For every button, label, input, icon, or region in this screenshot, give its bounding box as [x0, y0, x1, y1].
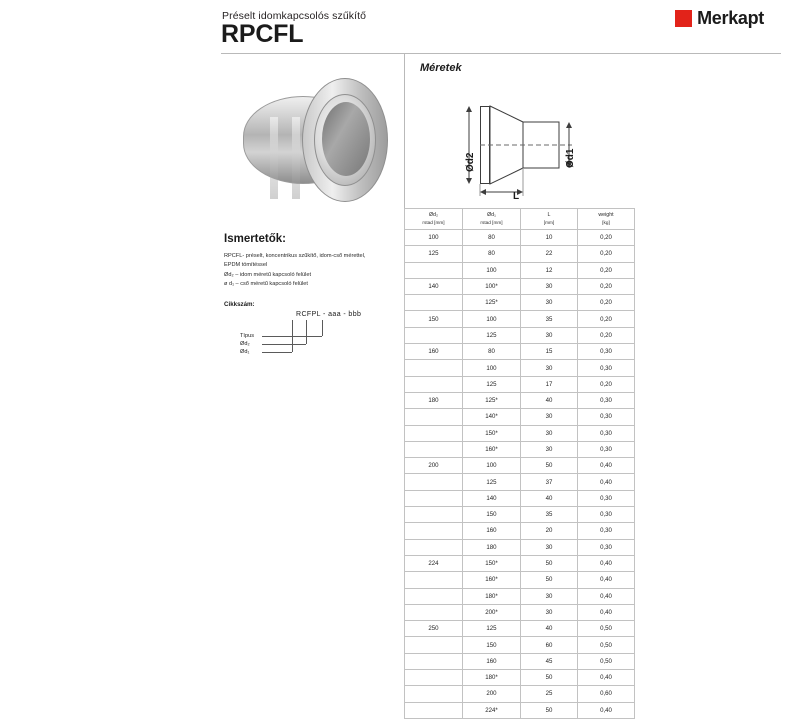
table-row	[405, 653, 635, 669]
table-cell: 20	[521, 523, 578, 539]
table-cell: 200	[463, 686, 521, 702]
table-row	[405, 262, 635, 278]
table-cell: 140	[405, 278, 463, 294]
table-cell	[405, 490, 463, 506]
table-cell: 150*	[463, 555, 521, 571]
table-header-row	[405, 209, 635, 230]
table-row	[405, 686, 635, 702]
table-cell: 0,50	[578, 621, 635, 637]
table-cell: 0,40	[578, 702, 635, 718]
table-cell	[405, 409, 463, 425]
table-cell: 140	[463, 490, 521, 506]
table-cell: 0,40	[578, 604, 635, 620]
table-cell: 0,30	[578, 523, 635, 539]
dimensions-table	[404, 208, 635, 719]
table-cell: 0,40	[578, 458, 635, 474]
table-cell: 125	[463, 376, 521, 392]
header-line1: Ød₂	[428, 212, 439, 218]
photo-rib	[270, 117, 278, 199]
table-row	[405, 474, 635, 490]
table-cell: 150*	[463, 425, 521, 441]
table-cell	[405, 588, 463, 604]
table-cell: 224	[405, 555, 463, 571]
table-cell: 125	[405, 246, 463, 262]
table-cell: 160*	[463, 441, 521, 457]
table-cell: 30	[521, 425, 578, 441]
table-cell: 0,30	[578, 441, 635, 457]
table-cell: 0,40	[578, 555, 635, 571]
table-cell: 50	[521, 555, 578, 571]
table-cell: 0,30	[578, 539, 635, 555]
table-cell: 30	[521, 604, 578, 620]
table-row	[405, 392, 635, 408]
section-title-ismertetok: Ismertetők:	[224, 233, 286, 245]
table-cell: 0,50	[578, 653, 635, 669]
table-cell: 0,40	[578, 588, 635, 604]
photo-ring-hole	[322, 102, 370, 176]
table-cell: 100	[463, 262, 521, 278]
leader-line	[292, 320, 293, 352]
table-cell: 60	[521, 637, 578, 653]
table-row	[405, 702, 635, 718]
dimension-label-d2: Ød2	[465, 152, 476, 172]
table-row	[405, 507, 635, 523]
article-code-pattern: RCFPL - aaa - bbb	[296, 311, 362, 318]
table-cell: 80	[463, 344, 521, 360]
table-cell: 80	[463, 230, 521, 246]
logo-text: Merkapt	[697, 8, 764, 28]
table-cell	[405, 262, 463, 278]
table-cell: 180*	[463, 670, 521, 686]
table-cell: 0,20	[578, 262, 635, 278]
table-header-cell	[463, 209, 521, 230]
table-cell: 150	[463, 637, 521, 653]
table-row	[405, 246, 635, 262]
spec-line: RPCFL- préselt, koncentrikus szűkítő, idom-cső mérettel,	[224, 253, 366, 259]
table-cell: 200*	[463, 604, 521, 620]
table-cell: 0,20	[578, 230, 635, 246]
spec-list	[224, 252, 394, 289]
table-cell: 125	[463, 474, 521, 490]
table-cell: 0,30	[578, 392, 635, 408]
header-line2: [mm]	[543, 220, 555, 225]
table-cell	[405, 686, 463, 702]
table-cell: 0,40	[578, 572, 635, 588]
table-cell: 10	[521, 230, 578, 246]
table-cell: 0,60	[578, 686, 635, 702]
table-cell: 37	[521, 474, 578, 490]
dimension-label-l: L	[513, 191, 520, 202]
table-cell: 125	[463, 327, 521, 343]
table-cell: 35	[521, 311, 578, 327]
table-row	[405, 376, 635, 392]
table-cell: 30	[521, 327, 578, 343]
header-divider	[221, 53, 781, 54]
header-line2: [kg]	[602, 220, 610, 225]
table-row	[405, 230, 635, 246]
table-cell	[405, 702, 463, 718]
table-header-cell	[521, 209, 578, 230]
header-line1: weight	[598, 212, 614, 218]
table-cell: 180*	[463, 588, 521, 604]
leader-line	[322, 320, 323, 336]
table-cell: 160	[463, 653, 521, 669]
dimension-label-d1: Ød1	[565, 148, 576, 168]
table-cell: 224*	[463, 702, 521, 718]
table-cell: 0,20	[578, 278, 635, 294]
table-cell: 125*	[463, 295, 521, 311]
table-row	[405, 539, 635, 555]
table-header-cell	[578, 209, 635, 230]
leader-line	[262, 352, 292, 353]
table-cell: 0,20	[578, 295, 635, 311]
table-cell: 100	[463, 311, 521, 327]
table-row	[405, 278, 635, 294]
leader-label-d2: Ød₂	[240, 341, 250, 347]
table-row	[405, 458, 635, 474]
table-row	[405, 311, 635, 327]
photo-rib	[292, 117, 300, 199]
table-cell: 25	[521, 686, 578, 702]
table-cell: 0,30	[578, 425, 635, 441]
header-line1: L	[547, 212, 551, 218]
table-cell: 180	[463, 539, 521, 555]
header-line1: Ød₁	[487, 212, 496, 218]
table-cell: 30	[521, 295, 578, 311]
table-cell: 0,30	[578, 490, 635, 506]
product-subtitle: Préselt idomkapcsolós szűkítő	[222, 10, 367, 22]
table-cell: 45	[521, 653, 578, 669]
leader-line	[262, 344, 306, 345]
table-cell: 30	[521, 539, 578, 555]
table-row	[405, 360, 635, 376]
table-cell: 0,20	[578, 327, 635, 343]
table-cell	[405, 441, 463, 457]
table-cell	[405, 295, 463, 311]
table-cell: 30	[521, 588, 578, 604]
table-cell: 50	[521, 670, 578, 686]
leader-label-d1: Ød₁	[240, 349, 250, 355]
table-cell: 160	[463, 523, 521, 539]
table-cell: 0,20	[578, 246, 635, 262]
drawing-cone-outline	[417, 84, 772, 206]
header-line2: rstad [mm]	[480, 220, 503, 225]
table-row	[405, 425, 635, 441]
table-cell	[405, 327, 463, 343]
table-cell: 100	[463, 458, 521, 474]
table-cell: 30	[521, 441, 578, 457]
table-cell: 0,40	[578, 670, 635, 686]
table-cell: 140*	[463, 409, 521, 425]
table-row	[405, 621, 635, 637]
table-cell: 80	[463, 246, 521, 262]
table-cell: 180	[405, 392, 463, 408]
section-title-cikkszam: Cikkszám:	[224, 301, 255, 308]
table-cell: 50	[521, 458, 578, 474]
table-cell: 150	[463, 507, 521, 523]
table-cell: 250	[405, 621, 463, 637]
table-cell: 30	[521, 360, 578, 376]
dimensions-table-body	[405, 230, 635, 719]
section-title-meretek: Méretek	[420, 62, 462, 74]
table-cell: 15	[521, 344, 578, 360]
spec-line: ø d₁ – cső méretű kapcsoló felület	[224, 280, 308, 287]
table-cell: 17	[521, 376, 578, 392]
table-cell: 160	[405, 344, 463, 360]
table-cell: 0,30	[578, 344, 635, 360]
table-cell: 100*	[463, 278, 521, 294]
table-cell: 0,30	[578, 360, 635, 376]
spec-line: Ød₂ – idom méretű kapcsoló felület	[224, 271, 312, 278]
logo-square-icon	[675, 10, 692, 27]
table-row	[405, 327, 635, 343]
table-cell: 125	[463, 621, 521, 637]
table-cell: 125*	[463, 392, 521, 408]
table-cell	[405, 474, 463, 490]
table-row	[405, 441, 635, 457]
table-cell: 160*	[463, 572, 521, 588]
dimensions-table-wrapper	[404, 208, 634, 719]
table-cell: 100	[405, 230, 463, 246]
table-cell: 22	[521, 246, 578, 262]
leader-label-tipus: Típus	[240, 333, 254, 339]
table-cell	[405, 637, 463, 653]
table-cell	[405, 572, 463, 588]
table-cell: 0,40	[578, 474, 635, 490]
table-cell: 30	[521, 278, 578, 294]
table-cell: 35	[521, 507, 578, 523]
table-cell: 12	[521, 262, 578, 278]
table-cell: 0,30	[578, 409, 635, 425]
table-cell: 150	[405, 311, 463, 327]
table-cell	[405, 539, 463, 555]
brand-logo	[675, 8, 764, 29]
technical-drawing	[417, 84, 772, 206]
table-row	[405, 295, 635, 311]
reducer-product-photo	[243, 78, 388, 200]
table-row	[405, 637, 635, 653]
table-row	[405, 555, 635, 571]
spec-line: EPDM tömítéssel	[224, 262, 268, 269]
table-row	[405, 490, 635, 506]
table-row	[405, 604, 635, 620]
table-cell: 40	[521, 490, 578, 506]
table-row	[405, 670, 635, 686]
table-cell	[405, 523, 463, 539]
code-leader-diagram	[240, 320, 326, 355]
table-row	[405, 523, 635, 539]
table-cell: 0,50	[578, 637, 635, 653]
table-cell	[405, 604, 463, 620]
table-row	[405, 572, 635, 588]
table-cell: 0,20	[578, 376, 635, 392]
table-cell	[405, 360, 463, 376]
table-header-cell	[405, 209, 463, 230]
table-cell: 200	[405, 458, 463, 474]
table-cell: 50	[521, 572, 578, 588]
table-row	[405, 588, 635, 604]
table-row	[405, 409, 635, 425]
table-row	[405, 344, 635, 360]
leader-line	[306, 320, 307, 344]
table-cell	[405, 670, 463, 686]
product-code-title: RPCFL	[221, 20, 304, 48]
table-cell	[405, 376, 463, 392]
table-cell	[405, 425, 463, 441]
table-cell	[405, 507, 463, 523]
table-cell: 30	[521, 409, 578, 425]
table-cell: 40	[521, 392, 578, 408]
header-line2: rstad [mm]	[422, 220, 445, 225]
table-cell: 40	[521, 621, 578, 637]
table-cell: 0,20	[578, 311, 635, 327]
table-cell: 0,30	[578, 507, 635, 523]
page-header	[0, 0, 800, 52]
table-cell: 100	[463, 360, 521, 376]
table-cell	[405, 653, 463, 669]
table-cell: 50	[521, 702, 578, 718]
